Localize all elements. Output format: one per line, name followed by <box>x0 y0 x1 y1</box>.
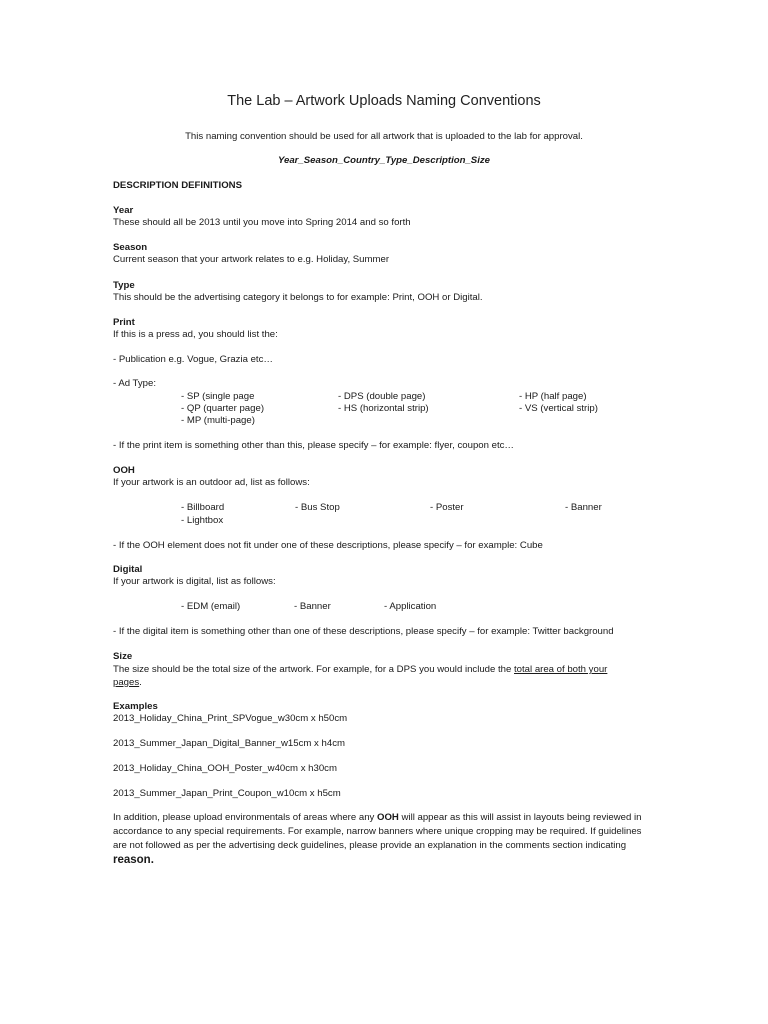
print-sp: - SP (single page <box>181 391 255 402</box>
ooh-billboard: - Billboard <box>181 502 225 513</box>
closing-reason: reason. <box>113 854 154 866</box>
size-period: . <box>139 677 142 688</box>
ooh-poster: - Poster <box>430 502 464 513</box>
print-vs: - VS (vertical strip) <box>519 403 598 414</box>
print-text: If this is a press ad, you should list the: <box>113 329 278 340</box>
document-title: The Lab – Artwork Uploads Naming Conventions <box>227 93 541 109</box>
example-item: 2013_Holiday_China_OOH_Poster_w40cm x h30cm <box>113 763 337 774</box>
size-emphasis: total area of both your <box>514 664 608 675</box>
closing-paragraph <box>113 811 653 868</box>
print-publication: - Publication e.g. Vogue, Grazia etc… <box>113 354 273 365</box>
ooh-lightbox: - Lightbox <box>181 515 224 526</box>
season-text: Current season that your artwork relates to e.g. Holiday, Summer <box>113 254 390 265</box>
print-mp: - MP (multi-page) <box>181 415 255 426</box>
naming-pattern: Year_Season_Country_Type_Description_Size <box>277 155 491 166</box>
ooh-text: If your artwork is an outdoor ad, list as follows: <box>113 477 310 488</box>
print-ad-type: - Ad Type: <box>113 378 157 389</box>
digital-text: If your artwork is digital, list as follows: <box>113 576 276 587</box>
digital-banner: - Banner <box>294 601 331 612</box>
closing-ooh: OOH <box>377 812 399 823</box>
year-heading: Year <box>113 205 134 216</box>
digital-other: - If the digital item is something other than one of these descriptions, please specify – for example: Twitter background <box>113 626 614 637</box>
size-text-line2 <box>113 677 142 689</box>
size-text: The size should be the total size of the artwork. For example, for a DPS you would include the <box>113 664 515 675</box>
closing-text-2: will appear as this will assist in layouts being reviewed in accordance to any special requirements. For example, narrow banners where unique cropping may be required. If guidelines are not followed as per the advertising deck guidelines, please provide an explanation in the comments section indicating <box>113 812 642 851</box>
digital-heading: Digital <box>113 564 143 575</box>
definitions-heading: DESCRIPTION DEFINITIONS <box>113 180 242 191</box>
type-heading: Type <box>113 280 135 291</box>
size-heading: Size <box>113 651 133 662</box>
year-text: These should all be 2013 until you move into Spring 2014 and so forth <box>113 217 411 228</box>
print-other: - If the print item is something other than this, please specify – for example: flyer, coupon etc… <box>113 440 515 451</box>
ooh-other: - If the OOH element does not fit under one of these descriptions, please specify – for example: Cube <box>113 540 543 551</box>
ooh-bus-stop: - Bus Stop <box>295 502 340 513</box>
digital-application: - Application <box>384 601 437 612</box>
print-dps: - DPS (double page) <box>338 391 426 402</box>
type-text: This should be the advertising category it belongs to for example: Print, OOH or Digital. <box>113 292 483 303</box>
example-item: 2013_Summer_Japan_Digital_Banner_w15cm x h4cm <box>113 738 345 749</box>
example-item: 2013_Summer_Japan_Print_Coupon_w10cm x h5cm <box>113 788 341 799</box>
print-hs: - HS (horizontal strip) <box>338 403 429 414</box>
size-emphasis-pages: pages <box>113 677 140 688</box>
digital-edm: - EDM (email) <box>181 601 241 612</box>
size-text-line1 <box>113 664 607 676</box>
print-heading: Print <box>113 317 135 328</box>
examples-heading: Examples <box>113 701 158 712</box>
example-item: 2013_Holiday_China_Print_SPVogue_w30cm x h50cm <box>113 713 348 724</box>
print-hp: - HP (half page) <box>519 391 587 402</box>
print-qp: - QP (quarter page) <box>181 403 265 414</box>
season-heading: Season <box>113 242 148 253</box>
closing-text-1: In addition, please upload environmentals of areas where any <box>113 812 377 823</box>
ooh-heading: OOH <box>113 465 135 476</box>
intro-text: This naming convention should be used for all artwork that is uploaded to the lab for approval. <box>185 131 583 142</box>
ooh-banner: - Banner <box>565 502 602 513</box>
